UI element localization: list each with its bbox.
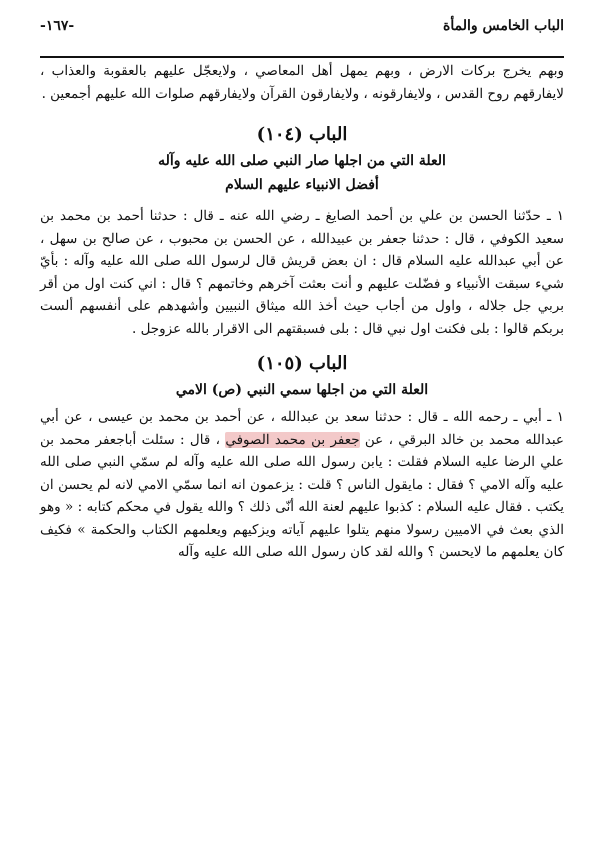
chapter-title: الباب الخامس والمأة [443,18,564,34]
section-105 [40,350,564,564]
section-105-subtitle: العلة التي من اجلها سمي النبي (ص) الامي [175,382,429,398]
continuation-paragraph: وبهم يخرج بركات الارض ، وبهم يمهل أهل المعاصي ، ولايعجّل عليهم بالعقوبة والعذاب ، لايفارقهم روح القدس ، ولايفارقونه ، ولايفارقون القرآن ولايفارقهم صلوات الله عليهم أجمعين . [40,63,564,102]
section-104-title: الباب (١٠٤) [256,124,348,145]
paragraph-text-end: ، قال : سئلت أباجعفر محمد بن علي الرضا عليه السلام فقلت : يابن رسول الله صلى الله عليه وآله لم سمّي النبي صلى الله عليه وآله الامي ؟ فقال : مايقول الناس ؟ قلت : يزعمون انه انما سمّي الامي لانه لم يحسن ان يكتب . فقال عليه السلام : كذبوا عليهم لعنة الله أنّى ذلك ؟ والله يقول في محكم كتابه : « وهو الذي بعث في الاميين رسولا منهم يتلوا عليهم آياته ويزكيهم ويعلمهم الكتاب والحكمة » فكيف كان يعلمهم ما لايحسن ؟ والله لقد كان رسول الله صلى الله عليه وآله [40,431,564,560]
header-rule [40,56,564,58]
page-number: -١٦٧- [40,18,75,34]
section-105-title: الباب (١٠٥) [256,353,348,374]
paragraph-text-start: ١ ـ أبي ـ رحمه الله ـ قال : حدثنا سعد بن عبدالله ، عن أحمد بن محمد بن عيسى ، عن أبي عبدالله محمد بن خالد البرقي ، عن [40,409,564,448]
section-105-paragraph [40,406,564,564]
running-header [40,0,564,36]
section-104 [40,121,564,340]
section-104-paragraph: ١ ـ حدّثنا الحسن بن علي بن أحمد الصايغ ـ رضي الله عنه ـ قال : حدثنا أحمد بن محمد بن سعيد الكوفي ، قال : حدثنا جعفر بن عبيدالله ، عن الحسن بن محبوب ، عن صالح بن سهل ، عن أبي عبدالله عليه السلام قال : ان بعض قريش قال لرسول الله صلى الله عليه وآله : بأيّ شيء سبقت الأنبياء و فضّلت عليهم و أنت بعثت آخرهم وخاتمهم ؟ قال : اني كنت اول من أقر بربي جل جلاله ، واول من أجاب حيث أخذ الله ميثاق النبيين وأشهدهم على أنفسهم ألست بربكم قالوا : بلى فكنت اول نبي قال : بلى فسبقتهم الى الاقرار بالله عزوجل . [40,208,564,337]
section-104-subtitle-1: العلة التي من اجلها صار النبي صلى الله عليه وآله [158,153,446,169]
section-104-subtitle-2: أفضل الانبياء عليهم السلام [225,177,379,193]
highlighted-narrator-name: جعفر بن محمد الصوفي [225,431,360,448]
